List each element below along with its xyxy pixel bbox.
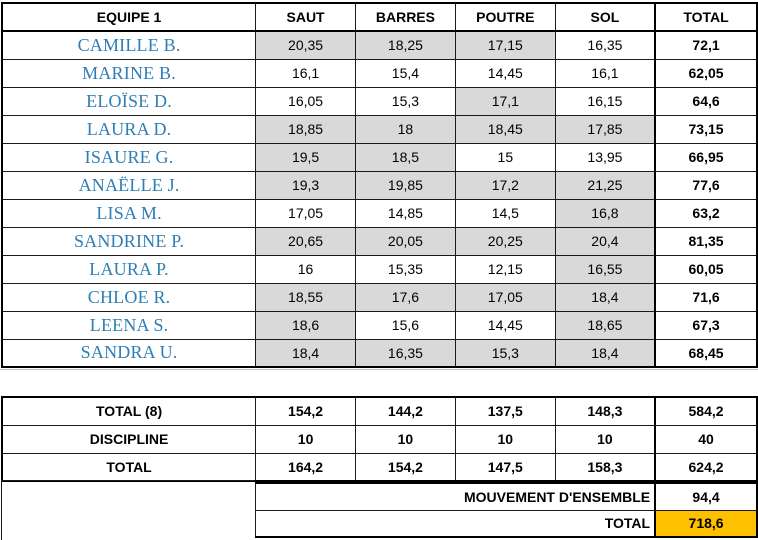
gymnast-name[interactable]: LEENA S. (2, 311, 256, 339)
col-header-poutre[interactable]: POUTRE (455, 3, 555, 31)
summary-total[interactable]: 40 (655, 425, 757, 453)
score-barres[interactable]: 16,35 (355, 339, 455, 367)
score-sol[interactable]: 16,35 (555, 31, 655, 59)
score-saut[interactable]: 19,3 (256, 171, 356, 199)
score-barres[interactable]: 18,25 (355, 31, 455, 59)
score-sol[interactable]: 18,4 (555, 339, 655, 367)
table-row (2, 227, 757, 255)
table-row (2, 59, 757, 87)
gymnast-total[interactable]: 81,35 (655, 227, 757, 255)
summary-barres[interactable]: 154,2 (356, 453, 456, 481)
table-row (2, 283, 757, 311)
score-poutre[interactable]: 17,05 (455, 283, 555, 311)
score-poutre[interactable]: 14,45 (455, 311, 555, 339)
summary-sol[interactable]: 158,3 (555, 453, 655, 481)
gymnast-total[interactable]: 73,15 (655, 115, 757, 143)
summary-total[interactable]: 584,2 (655, 397, 757, 425)
gymnast-total[interactable]: 71,6 (655, 283, 757, 311)
gymnast-total[interactable]: 77,6 (655, 171, 757, 199)
score-poutre[interactable]: 15 (455, 143, 555, 171)
gymnast-total[interactable]: 60,05 (655, 255, 757, 283)
ensemble-value[interactable]: 94,4 (655, 483, 757, 510)
table-row (2, 311, 757, 339)
summary-poutre[interactable]: 10 (455, 425, 555, 453)
score-barres[interactable]: 15,35 (355, 255, 455, 283)
score-poutre[interactable]: 15,3 (455, 339, 555, 367)
score-sol[interactable]: 16,8 (555, 199, 655, 227)
table-row (2, 143, 757, 171)
summary-label[interactable]: TOTAL (2, 453, 256, 481)
score-saut[interactable]: 20,65 (256, 227, 356, 255)
gymnast-name[interactable]: ELOÏSE D. (2, 87, 256, 115)
summary-saut[interactable]: 154,2 (256, 397, 356, 425)
score-sol[interactable]: 16,1 (555, 59, 655, 87)
col-header-total[interactable]: TOTAL (655, 3, 757, 31)
score-poutre[interactable]: 17,15 (455, 31, 555, 59)
score-sol[interactable]: 17,85 (555, 115, 655, 143)
gymnast-name[interactable]: LAURA D. (2, 115, 256, 143)
score-barres[interactable]: 19,85 (355, 171, 455, 199)
score-barres[interactable]: 18 (355, 115, 455, 143)
gymnast-total[interactable]: 72,1 (655, 31, 757, 59)
score-barres[interactable]: 17,6 (355, 283, 455, 311)
col-header-saut[interactable]: SAUT (256, 3, 356, 31)
table-row (2, 31, 757, 59)
table-row (2, 339, 757, 367)
gymnast-total[interactable]: 64,6 (655, 87, 757, 115)
score-sol[interactable]: 16,55 (555, 255, 655, 283)
score-saut[interactable]: 18,85 (256, 115, 356, 143)
col-header-sol[interactable]: SOL (555, 3, 655, 31)
score-sol[interactable]: 18,65 (555, 311, 655, 339)
score-barres[interactable]: 20,05 (355, 227, 455, 255)
gymnast-total[interactable]: 66,95 (655, 143, 757, 171)
gymnast-name[interactable]: ANAËLLE J. (2, 171, 256, 199)
score-barres[interactable]: 15,4 (355, 59, 455, 87)
summary-sol[interactable]: 10 (555, 425, 655, 453)
score-saut[interactable]: 17,05 (256, 199, 356, 227)
score-saut[interactable]: 16,05 (256, 87, 356, 115)
table-row (2, 255, 757, 283)
summary-label[interactable]: DISCIPLINE (2, 425, 256, 453)
score-saut[interactable]: 16 (256, 255, 356, 283)
grand-total-row (256, 510, 758, 537)
score-sol[interactable]: 18,4 (555, 283, 655, 311)
score-sol[interactable]: 13,95 (555, 143, 655, 171)
score-barres[interactable]: 18,5 (355, 143, 455, 171)
col-header-barres[interactable]: BARRES (355, 3, 455, 31)
score-barres[interactable]: 15,6 (355, 311, 455, 339)
score-poutre[interactable]: 20,25 (455, 227, 555, 255)
gymnast-name[interactable]: CHLOE R. (2, 283, 256, 311)
table-row (2, 199, 757, 227)
score-saut[interactable]: 20,35 (256, 31, 356, 59)
empty-cell (1, 480, 255, 540)
score-barres[interactable]: 14,85 (355, 199, 455, 227)
summary-label[interactable]: TOTAL (8) (2, 397, 256, 425)
gymnast-name[interactable]: MARINE B. (2, 59, 256, 87)
summary-poutre[interactable]: 147,5 (455, 453, 555, 481)
team-score-table (1, 2, 758, 368)
gymnast-name[interactable]: SANDRINE P. (2, 227, 256, 255)
score-poutre[interactable]: 18,45 (455, 115, 555, 143)
score-sol[interactable]: 21,25 (555, 171, 655, 199)
score-saut[interactable]: 18,6 (256, 311, 356, 339)
score-saut[interactable]: 18,55 (256, 283, 356, 311)
summary-sol[interactable]: 148,3 (555, 397, 655, 425)
score-poutre[interactable]: 17,1 (455, 87, 555, 115)
gymnast-total[interactable]: 68,45 (655, 339, 757, 367)
gymnast-total[interactable]: 62,05 (655, 59, 757, 87)
score-poutre[interactable]: 14,45 (455, 59, 555, 87)
gymnast-name[interactable]: LAURA P. (2, 255, 256, 283)
summary-poutre[interactable]: 137,5 (455, 397, 555, 425)
ensemble-label[interactable]: MOUVEMENT D'ENSEMBLE (256, 483, 656, 510)
summary-total[interactable]: 624,2 (655, 453, 757, 481)
score-saut[interactable]: 19,5 (256, 143, 356, 171)
gymnast-name[interactable]: LISA M. (2, 199, 256, 227)
summary-barres[interactable]: 10 (356, 425, 456, 453)
summary-row (2, 397, 757, 425)
table-row (2, 115, 757, 143)
grand-total-label[interactable]: TOTAL (256, 510, 656, 537)
score-poutre[interactable]: 17,2 (455, 171, 555, 199)
score-saut[interactable]: 16,1 (256, 59, 356, 87)
gymnast-total[interactable]: 63,2 (655, 199, 757, 227)
header-row (2, 3, 757, 31)
ensemble-table (255, 482, 758, 538)
team-summary-table (1, 396, 758, 482)
team-header[interactable]: EQUIPE 1 (2, 3, 256, 31)
gymnast-name[interactable]: SANDRA U. (2, 339, 256, 367)
gymnast-total[interactable]: 67,3 (655, 311, 757, 339)
table-row (2, 87, 757, 115)
score-poutre[interactable]: 14,5 (455, 199, 555, 227)
gridline (0, 369, 758, 370)
summary-barres[interactable]: 144,2 (356, 397, 456, 425)
summary-row (2, 453, 757, 481)
gymnast-name[interactable]: ISAURE G. (2, 143, 256, 171)
score-barres[interactable]: 15,3 (355, 87, 455, 115)
score-sol[interactable]: 20,4 (555, 227, 655, 255)
score-poutre[interactable]: 12,15 (455, 255, 555, 283)
ensemble-row (256, 483, 758, 510)
summary-saut[interactable]: 10 (256, 425, 356, 453)
score-sol[interactable]: 16,15 (555, 87, 655, 115)
summary-saut[interactable]: 164,2 (256, 453, 356, 481)
summary-row (2, 425, 757, 453)
gymnast-name[interactable]: CAMILLE B. (2, 31, 256, 59)
score-saut[interactable]: 18,4 (256, 339, 356, 367)
grand-total-value[interactable]: 718,6 (655, 510, 757, 537)
table-row (2, 171, 757, 199)
